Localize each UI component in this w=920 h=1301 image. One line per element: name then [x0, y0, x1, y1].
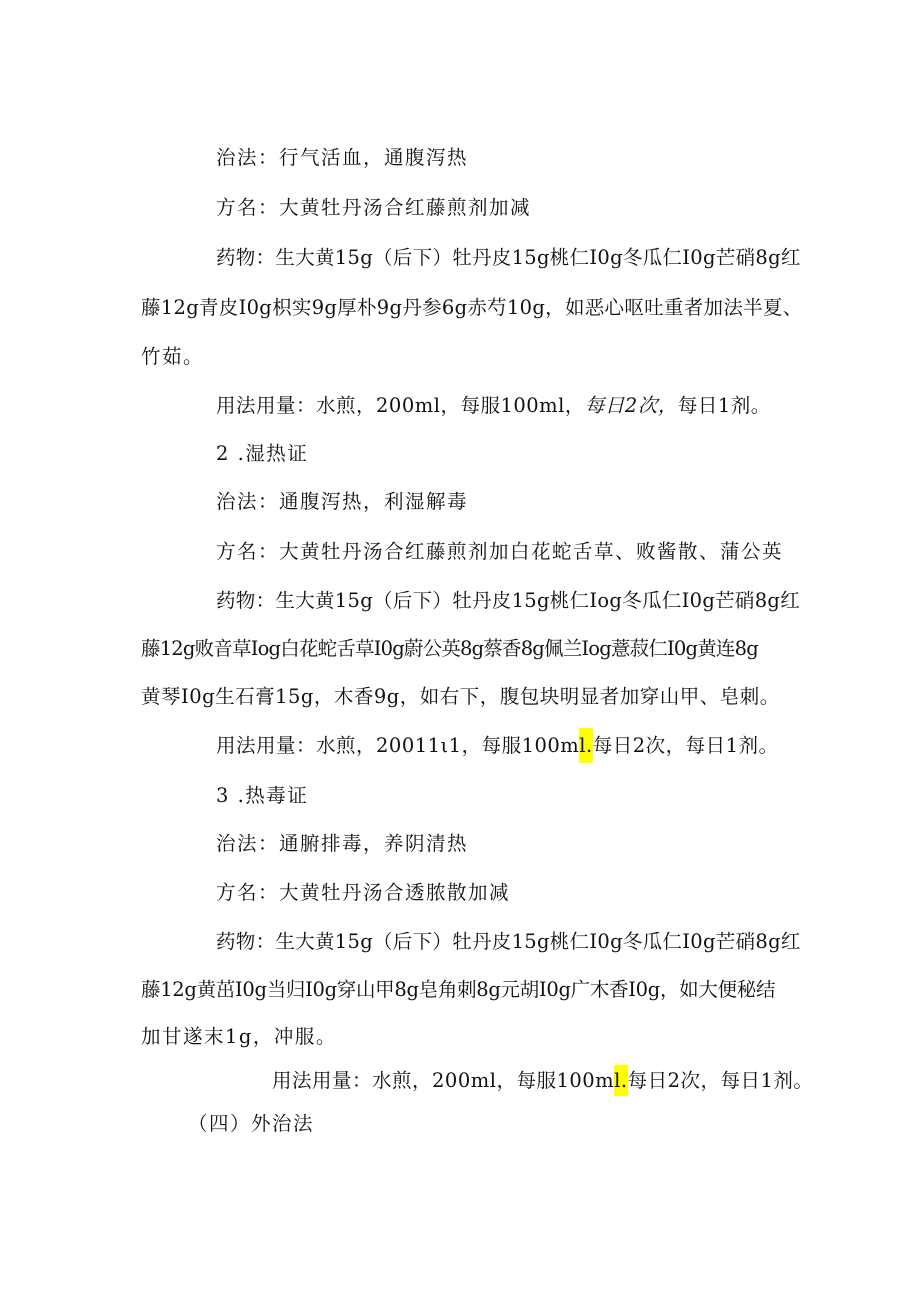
medicines-2-line3: 黄琴I0g生石膏15g，木香9g，如右下，腹包块明显者加穿山甲、皂刺。 — [141, 685, 780, 708]
medicines-1-line2: 藤12g青皮I0g枳实9g厚朴9g丹参6g赤芍10g，如恶心呕吐重者加法半夏、 — [141, 296, 803, 319]
medicines-3-line1: 药物：生大黄15g（后下）牡丹皮15g桃仁I0g冬瓜仁I0g芒硝8g红 — [216, 930, 801, 953]
highlight-mark: l. — [579, 728, 592, 763]
treatment-method-1: 治法：行气活血，通腹泻热 — [216, 146, 469, 169]
highlight-mark: l. — [614, 1065, 627, 1096]
medicines-3-line3: 加甘遂末1g，冲服。 — [141, 1025, 337, 1048]
usage-3-part3: 每日2次，每日1剂。 — [627, 1069, 814, 1092]
usage-1-part1: 用法用量：水煎，200ml，每服100ml， — [216, 394, 585, 417]
usage-3-part1: 用法用量：水煎，200ml，每服100m — [272, 1069, 615, 1092]
prescription-name-2: 方名：大黄牡丹汤合红藤煎剂加白花蛇舌草、败酱散、蒲公英 — [216, 540, 784, 563]
section-heading-external-treatment: （四）外治法 — [188, 1112, 315, 1135]
medicines-1-line3: 竹茹。 — [141, 345, 205, 368]
section-heading-2: 2 .湿热证 — [216, 442, 309, 465]
treatment-method-2: 治法：通腹泻热，利湿解毒 — [216, 490, 469, 513]
treatment-method-3: 治法：通腑排毒，养阴清热 — [216, 832, 469, 855]
usage-2-part3: 每日2次，每日1剂。 — [592, 734, 779, 757]
usage-dosage-2 — [216, 734, 779, 758]
prescription-name-1: 方名：大黄牡丹汤合红藤煎剂加减 — [216, 196, 532, 219]
usage-dosage-3 — [272, 1069, 813, 1093]
medicines-2-line2: 藤12g败音草Iog白花蛇舌草I0g蔚公英8g蔡香8g佩兰Iog薏菽仁I0g黄连8g — [141, 637, 758, 660]
medicines-1-line1: 药物：生大黄15g（后下）牡丹皮15g桃仁I0g冬瓜仁I0g芒硝8g红 — [216, 246, 801, 269]
usage-1-part3: 每日1剂。 — [677, 394, 771, 417]
medicines-3-line2: 藤12g黄茁I0g当归I0g穿山甲8g皂角刺8g元胡I0g广木香I0g，如大便秘结 — [141, 978, 776, 1001]
usage-1-part2: 每日2次， — [584, 394, 678, 417]
usage-2-part1: 用法用量：水煎，20011ι1，每服100m — [216, 734, 580, 757]
section-heading-3: 3 .热毒证 — [216, 784, 309, 807]
medicines-2-line1: 药物：生大黄15g（后下）牡丹皮15g桃仁Iog冬瓜仁I0g芒硝8g红 — [216, 589, 800, 612]
prescription-name-3: 方名：大黄牡丹汤合透脓散加减 — [216, 881, 511, 904]
usage-dosage-1 — [216, 394, 771, 418]
